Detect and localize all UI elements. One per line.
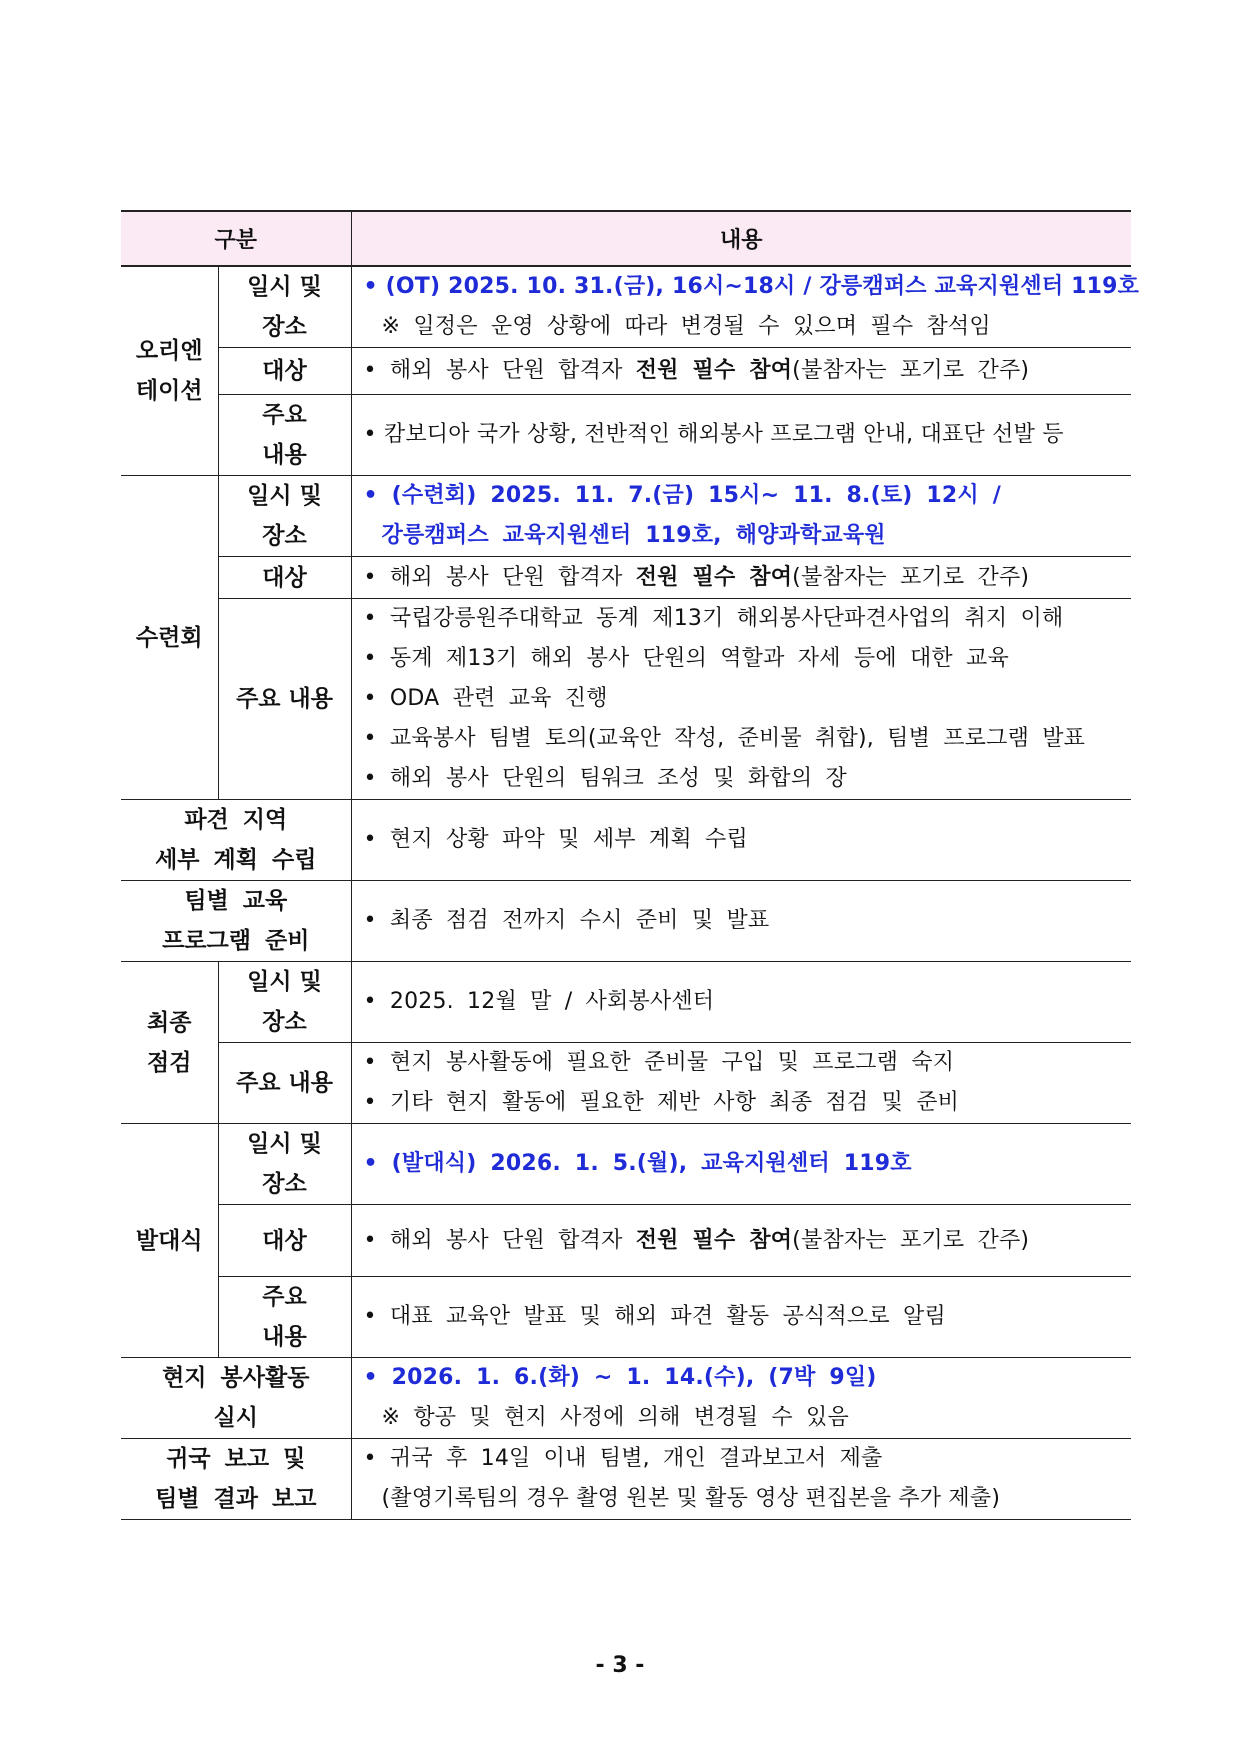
retreat-content-label: 주요 내용 [218,599,351,800]
return-report-note: (촬영기록팀의 경우 촬영 원본 및 활동 영상 편집본을 추가 제출) [381,1486,1001,1511]
field-service-category: 현지 봉사활동 실시 [121,1358,351,1439]
retreat-datetime-line: • (수련회) 2025. 11. 7.(금) 15시~ 11. 8.(토) 12시 / [363,483,1001,508]
return-report-category: 귀국 보고 및 팀별 결과 보고 [121,1439,351,1520]
page-number: - 3 - [595,1653,645,1678]
list-item: • 교육봉사 팀별 토의(교육안 작성, 준비물 취합), 팀별 프로그램 발표 [363,726,1086,751]
region-plan-content [351,800,1131,881]
launch-content-label: 주요 내용 [218,1277,351,1358]
table-row [121,1043,1131,1124]
field-service-notice: ※ 항공 및 현지 사정에 의해 변경될 수 있음 [381,1405,849,1430]
retreat-datetime-label: 일시 및 장소 [218,476,351,557]
orientation-datetime-label: 일시 및 장소 [218,266,351,348]
orientation-datetime-line: • (OT) 2025. 10. 31.(금), 16시~18시 / 강릉캠퍼스 교육지원센터 119호 [363,274,1140,299]
region-plan-line: • 현지 상황 파악 및 세부 계획 수립 [363,827,748,852]
orientation-notice: ※ 일정은 운영 상황에 따라 변경될 수 있으며 필수 참석임 [381,314,991,339]
table-row [121,1124,1131,1205]
orientation-datetime [351,266,1140,348]
table-row [121,476,1131,557]
target-suffix: (불참자는 포기로 간주) [792,564,1030,590]
table-row [121,881,1131,962]
orientation-target [351,348,1131,395]
launch-datetime [351,1124,1131,1205]
orientation-content-line: • 캄보디아 국가 상황, 전반적인 해외봉사 프로그램 안내, 대표단 선발 등 [363,422,1064,447]
launch-datetime-line: • (발대식) 2026. 1. 5.(월), 교육지원센터 119호 [363,1151,912,1176]
orientation-category: 오리엔 테이션 [121,266,218,476]
list-item: • 현지 봉사활동에 필요한 준비물 구입 및 프로그램 숙지 [363,1050,955,1075]
retreat-location-line: 강릉캠퍼스 교육지원센터 119호, 해양과학교육원 [381,523,886,548]
table-row [121,1205,1131,1277]
retreat-content [351,599,1131,800]
final-check-datetime [351,962,1131,1043]
table-row [121,1358,1131,1439]
target-suffix: (불참자는 포기로 간주) [792,1227,1030,1253]
final-check-content-label: 주요 내용 [218,1043,351,1124]
table-row [121,800,1131,881]
list-item: • 동계 제13기 해외 봉사 단원의 역할과 자세 등에 대한 교육 [363,646,1009,671]
final-check-datetime-label: 일시 및 장소 [218,962,351,1043]
table-row [121,266,1131,348]
target-prefix: • 해외 봉사 단원 합격자 [363,1227,636,1253]
target-required: 전원 필수 참여 [635,564,793,590]
target-required: 전원 필수 참여 [635,358,793,383]
field-service-date-line: • 2026. 1. 6.(화) ~ 1. 14.(수), (7박 9일) [363,1365,877,1390]
table-row [121,599,1131,800]
retreat-datetime [351,476,1131,557]
launch-target [351,1205,1131,1277]
field-service-content [351,1358,1131,1439]
list-item: • 국립강릉원주대학교 동계 제13기 해외봉사단파견사업의 취지 이해 [363,606,1064,631]
retreat-category: 수련회 [121,476,218,800]
return-report-content [351,1439,1131,1520]
header-content: 내용 [351,211,1131,266]
region-plan-category: 파견 지역 세부 계획 수립 [121,800,351,881]
list-item: • 해외 봉사 단원의 팀워크 조성 및 화합의 장 [363,766,847,791]
final-check-category: 최종 점검 [121,962,218,1124]
team-program-category: 팀별 교육 프로그램 준비 [121,881,351,962]
list-item: • ODA 관련 교육 진행 [363,686,608,711]
schedule-table [121,210,1140,1520]
table-row [121,348,1131,395]
table-row [121,1439,1131,1520]
final-check-datetime-line: • 2025. 12월 말 / 사회봉사센터 [363,989,715,1014]
table-row [121,395,1131,476]
target-suffix: (불참자는 포기로 간주) [792,358,1030,383]
team-program-content [351,881,1131,962]
retreat-target-label: 대상 [218,557,351,599]
launch-category: 발대식 [121,1124,218,1358]
orientation-content-label: 주요 내용 [218,395,351,476]
launch-content [351,1277,1131,1358]
header-category: 구분 [121,211,351,266]
orientation-content [351,395,1131,476]
launch-content-line: • 대표 교육안 발표 및 해외 파견 활동 공식적으로 알림 [363,1304,946,1329]
table-row [121,1277,1131,1358]
return-report-line: • 귀국 후 14일 이내 팀별, 개인 결과보고서 제출 [363,1446,883,1471]
table-row [121,557,1131,599]
orientation-target-label: 대상 [218,348,351,395]
launch-target-label: 대상 [218,1205,351,1277]
target-required: 전원 필수 참여 [635,1227,793,1253]
final-check-content [351,1043,1131,1124]
list-item: • 기타 현지 활동에 필요한 제반 사항 최종 점검 및 준비 [363,1090,960,1115]
table-header-row [121,211,1131,266]
retreat-target [351,557,1131,599]
team-program-line: • 최종 점검 전까지 수시 준비 및 발표 [363,908,770,933]
launch-datetime-label: 일시 및 장소 [218,1124,351,1205]
table-row [121,962,1131,1043]
target-prefix: • 해외 봉사 단원 합격자 [363,564,636,590]
target-prefix: • 해외 봉사 단원 합격자 [363,358,636,383]
